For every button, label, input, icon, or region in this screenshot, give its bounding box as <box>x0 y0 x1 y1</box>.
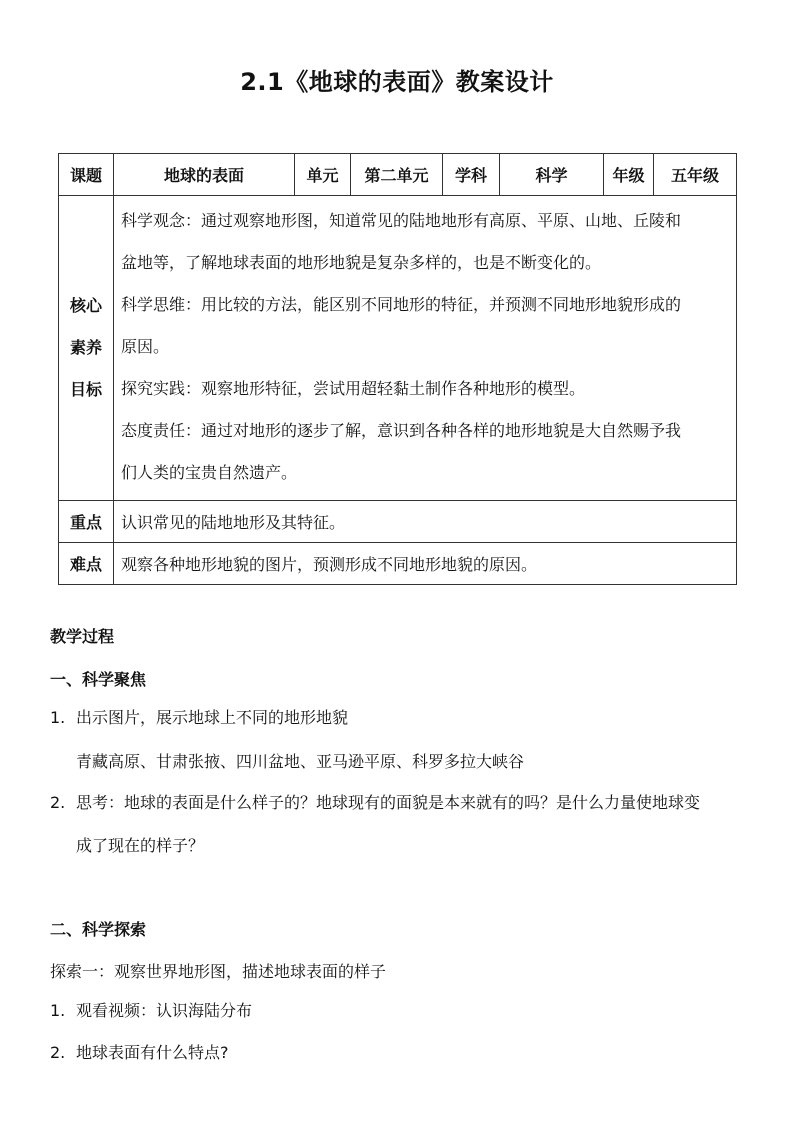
goal-line-1: 科学观念：通过观察地形图，知道常见的陆地地形有高原、平原、山地、丘陵和 <box>121 211 682 230</box>
topic-label: 课题 <box>59 154 114 196</box>
difficult-point-text: 观察各种地形地貌的图片，预测形成不同地形地貌的原因。 <box>114 543 737 585</box>
list-text: 出示图片，展示地球上不同的地形地貌 <box>76 708 349 727</box>
core-literacy-row <box>59 196 737 501</box>
landform-examples: 青藏高原、甘肃张掖、四川盆地、亚马逊平原、科罗多拉大峡谷 <box>76 752 525 771</box>
list-number: 1. <box>50 1001 66 1020</box>
goal-line-4: 原因。 <box>121 337 170 356</box>
subject-value: 科学 <box>500 154 604 196</box>
section-2-heading: 二、科学探索 <box>50 920 147 939</box>
core-label-line-3: 目标 <box>69 380 102 399</box>
key-point-row <box>59 501 737 543</box>
list-text: 观看视频：认识海陆分布 <box>76 1001 253 1020</box>
list-item <box>50 1032 229 1074</box>
difficult-point-row <box>59 543 737 585</box>
list-item <box>50 782 700 824</box>
list-number: 2. <box>50 1043 66 1062</box>
list-text: 地球表面有什么特点? <box>76 1043 229 1062</box>
core-literacy-label <box>59 196 114 501</box>
list-number: 1. <box>50 708 66 727</box>
list-text: 思考：地球的表面是什么样子的？地球现有的面貌是本来就有的吗？是什么力量使地球变 <box>76 793 701 812</box>
subject-label: 学科 <box>443 154 500 196</box>
list-number: 2. <box>50 793 66 812</box>
goal-line-7: 们人类的宝贵自然遗产。 <box>121 463 298 482</box>
table-header-row <box>59 154 737 196</box>
list-item <box>50 990 252 1032</box>
grade-value: 五年级 <box>654 154 737 196</box>
explore-1-heading: 探索一：观察世界地形图，描述地球表面的样子 <box>50 962 387 981</box>
key-point-text: 认识常见的陆地地形及其特征。 <box>114 501 737 543</box>
lesson-info-table <box>58 153 737 585</box>
page-title: 2.1《地球的表面》教案设计 <box>240 68 554 96</box>
topic-value: 地球的表面 <box>114 154 295 196</box>
grade-label: 年级 <box>604 154 654 196</box>
goal-line-2: 盆地等，了解地球表面的地形地貌是复杂多样的，也是不断变化的。 <box>121 253 602 272</box>
goal-line-6: 态度责任：通过对地形的逐步了解，意识到各种各样的地形地貌是大自然赐予我 <box>121 421 682 440</box>
unit-label: 单元 <box>295 154 351 196</box>
list-item <box>50 697 348 739</box>
unit-value: 第二单元 <box>351 154 443 196</box>
list-text-continuation: 成了现在的样子？ <box>76 836 205 855</box>
core-literacy-goals <box>114 196 737 501</box>
goal-line-3: 科学思维：用比较的方法，能区别不同地形的特征，并预测不同地形地貌形成的 <box>121 295 682 314</box>
key-point-label: 重点 <box>59 501 114 543</box>
process-heading: 教学过程 <box>50 627 115 646</box>
core-label-line-2: 素养 <box>69 338 102 357</box>
goal-line-5: 探究实践：观察地形特征，尝试用超轻黏土制作各种地形的模型。 <box>121 379 586 398</box>
core-label-line-1: 核心 <box>69 296 102 315</box>
difficult-point-label: 难点 <box>59 543 114 585</box>
section-1-heading: 一、科学聚焦 <box>50 670 147 689</box>
